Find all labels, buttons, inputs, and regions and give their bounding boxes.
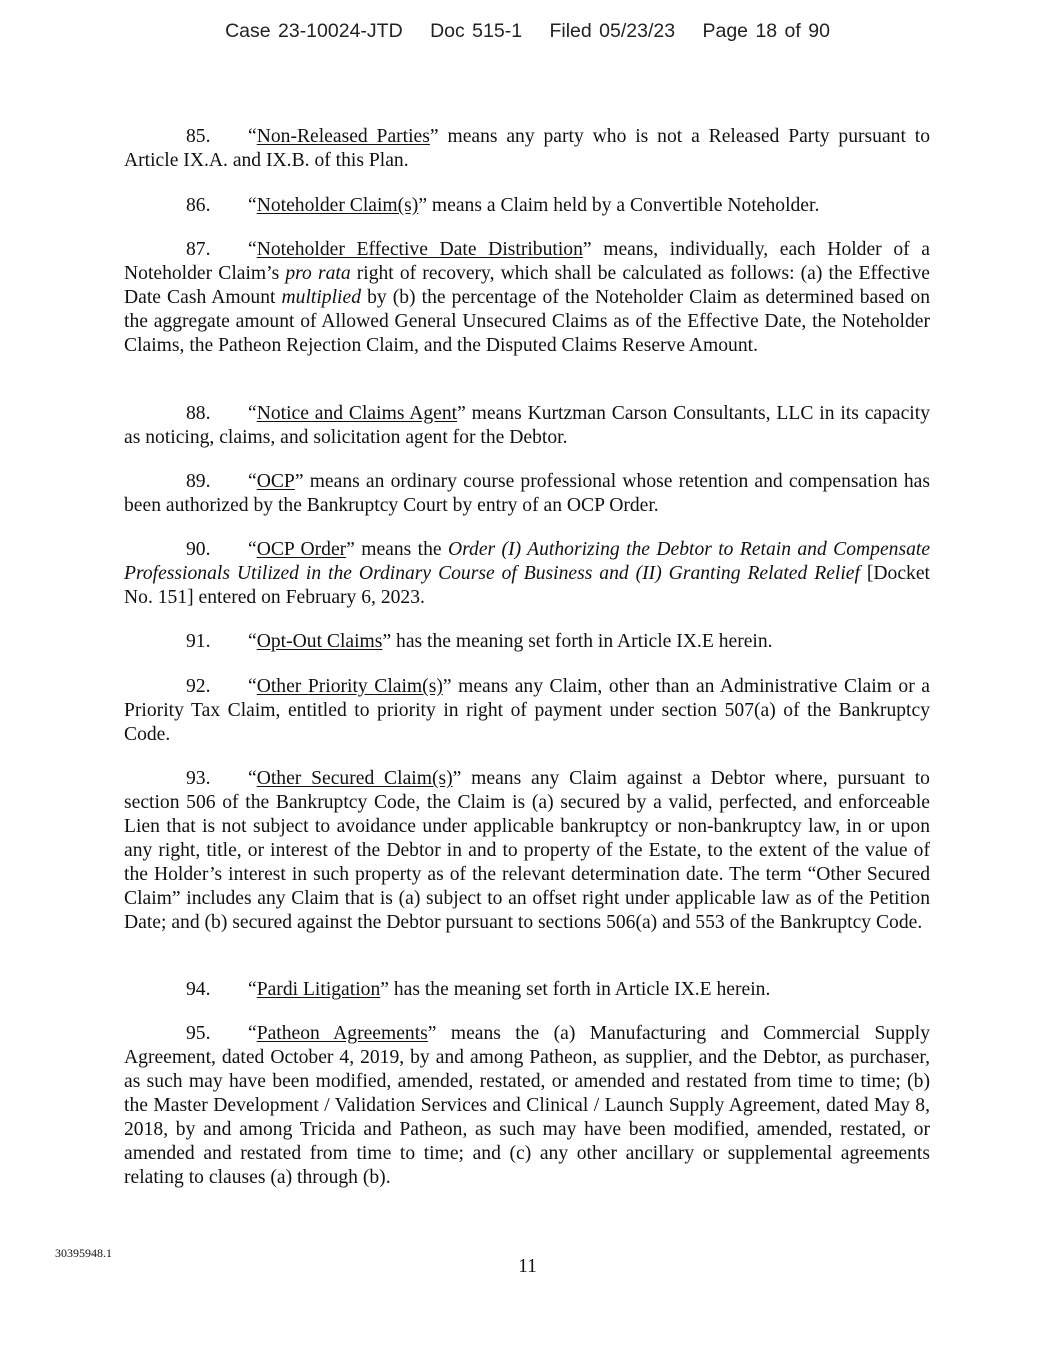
paragraph-text: “ bbox=[248, 676, 257, 697]
paragraph-number: 90. bbox=[186, 539, 211, 560]
paragraph-text: “ bbox=[248, 239, 257, 260]
paragraph-number: 86. bbox=[186, 195, 211, 216]
paragraph-text: ” has the meaning set forth in Article IX.E herein. bbox=[380, 979, 771, 1000]
definition-paragraph bbox=[124, 470, 930, 518]
paragraph-text: ” means the (a) Manufacturing and Commercial Supply Agreement, dated October 4, 2019, by and among Patheon, as supplier, and the Debtor, as purchaser, as such may have been modified, amended, restated, or amended and restated from time to time; (b) the Master Development / Validation Services and Clinical / Launch Supply Agreement, dated May 8, 2018, by and among Tricida and Patheon, as such may have been modified, amended, restated, or amended and restated from time to time; and (c) any other ancillary or supplemental agreements relating to clauses (a) through (b). bbox=[124, 1023, 930, 1188]
definition-paragraph bbox=[124, 1022, 930, 1190]
definition-paragraph bbox=[124, 238, 930, 358]
defined-term: Pardi Litigation bbox=[256, 979, 381, 1000]
defined-term: Noteholder Claim(s) bbox=[256, 195, 419, 216]
paragraph-number: 88. bbox=[186, 403, 211, 424]
italic-text: pro rata bbox=[285, 263, 351, 284]
definition-paragraph bbox=[124, 767, 930, 935]
page-number: 11 bbox=[518, 1256, 537, 1277]
defined-term: Noteholder Effective Date Distribution bbox=[256, 239, 583, 260]
paragraph-text: ” means a Claim held by a Convertible Noteholder. bbox=[418, 195, 820, 216]
definition-paragraph bbox=[124, 978, 930, 1002]
filed-date: Filed 05/23/23 bbox=[549, 20, 676, 42]
paragraph-text: “ bbox=[248, 126, 257, 147]
paragraph-text: ” has the meaning set forth in Article IX.E herein. bbox=[382, 631, 773, 652]
paragraph-text: “ bbox=[248, 979, 257, 1000]
defined-term: Other Priority Claim(s) bbox=[256, 676, 443, 697]
paragraph-number: 91. bbox=[186, 631, 211, 652]
defined-term: Patheon Agreements bbox=[256, 1023, 428, 1044]
paragraph-text: ” means any Claim, other than an Administrative Claim or a Priority Tax Claim, entitled to priority in right of payment under section 507(a) of the Bankruptcy Code. bbox=[124, 676, 930, 745]
defined-term: OCP bbox=[256, 471, 295, 492]
paragraph-text: ” means any Claim against a Debtor where, pursuant to section 506 of the Bankruptcy Code, the Claim is (a) secured by a valid, perfected, and enforceable Lien that is not subject to avoidance under applicable bankruptcy or non-bankruptcy law, in or upon any right, title, or interest of the Debtor in and to property of the Estate, to the extent of the value of the Holder’s interest in such property as of the relevant determination date. The term “Other Secured Claim” includes any Claim that is (a) subject to an offset right under applicable law as of the Petition Date; and (b) secured against the Debtor pursuant to sections 506(a) and 553 of the Bankruptcy Code. bbox=[124, 768, 930, 933]
defined-term: Other Secured Claim(s) bbox=[256, 768, 453, 789]
paragraph-text: “ bbox=[248, 195, 257, 216]
document-id: 30395948.1 bbox=[55, 1246, 112, 1260]
defined-term: Non-Released Parties bbox=[256, 126, 430, 147]
case-number: Case 23-10024-JTD bbox=[225, 20, 403, 42]
paragraph-number: 89. bbox=[186, 471, 211, 492]
paragraph-number: 93. bbox=[186, 768, 211, 789]
page-indicator: Page 18 of 90 bbox=[702, 20, 830, 42]
definition-paragraph bbox=[124, 194, 930, 218]
definition-paragraph bbox=[124, 675, 930, 747]
paragraph-text: “ bbox=[248, 539, 257, 560]
paragraph-number: 92. bbox=[186, 676, 211, 697]
paragraph-text: “ bbox=[248, 471, 257, 492]
paragraph-number: 94. bbox=[186, 979, 211, 1000]
paragraph-text: “ bbox=[248, 1023, 257, 1044]
paragraph-text: ” means, individually, each Holder of a Noteholder Claim’s bbox=[124, 239, 930, 284]
defined-term: Opt-Out Claims bbox=[256, 631, 383, 652]
paragraph-number: 85. bbox=[186, 126, 211, 147]
paragraph-text: “ bbox=[248, 631, 257, 652]
paragraph-text: [Docket No. 151] entered on February 6, 2023. bbox=[124, 563, 930, 608]
italic-text: Order (I) Authorizing the Debtor to Retain and Compensate Professionals Utilized in the Ordinary Course of Business and (II) Granting Related Relief bbox=[124, 539, 931, 584]
definition-paragraph bbox=[124, 402, 930, 450]
paragraph-text: right of recovery, which shall be calculated as follows: (a) the Effective Date Cash Amount bbox=[124, 263, 930, 308]
case-header bbox=[0, 20, 1055, 43]
defined-term: Notice and Claims Agent bbox=[256, 403, 458, 424]
definition-paragraph bbox=[124, 538, 930, 610]
definition-paragraph bbox=[124, 630, 930, 654]
paragraph-number: 87. bbox=[186, 239, 211, 260]
definition-paragraph bbox=[124, 125, 930, 173]
paragraph-text: “ bbox=[248, 768, 257, 789]
defined-term: OCP Order bbox=[256, 539, 347, 560]
paragraph-text: ” means Kurtzman Carson Consultants, LLC in its capacity as noticing, claims, and solicitation agent for the Debtor. bbox=[124, 403, 930, 448]
paragraph-number: 95. bbox=[186, 1023, 211, 1044]
paragraph-text: by (b) the percentage of the Noteholder Claim as determined based on the aggregate amount of Allowed General Unsecured Claims as of the Effective Date, the Noteholder Claims, the Patheon Rejection Claim, and the Disputed Claims Reserve Amount. bbox=[124, 287, 930, 356]
paragraph-text: ” means an ordinary course professional whose retention and compensation has been authorized by the Bankruptcy Court by entry of an OCP Order. bbox=[124, 471, 930, 516]
paragraph-text: ” means any party who is not a Released Party pursuant to Article IX.A. and IX.B. of this Plan. bbox=[124, 126, 931, 171]
paragraph-text: “ bbox=[248, 403, 257, 424]
italic-text: multiplied bbox=[281, 287, 361, 308]
paragraph-text: ” means the bbox=[346, 539, 448, 560]
doc-number: Doc 515-1 bbox=[430, 20, 523, 42]
